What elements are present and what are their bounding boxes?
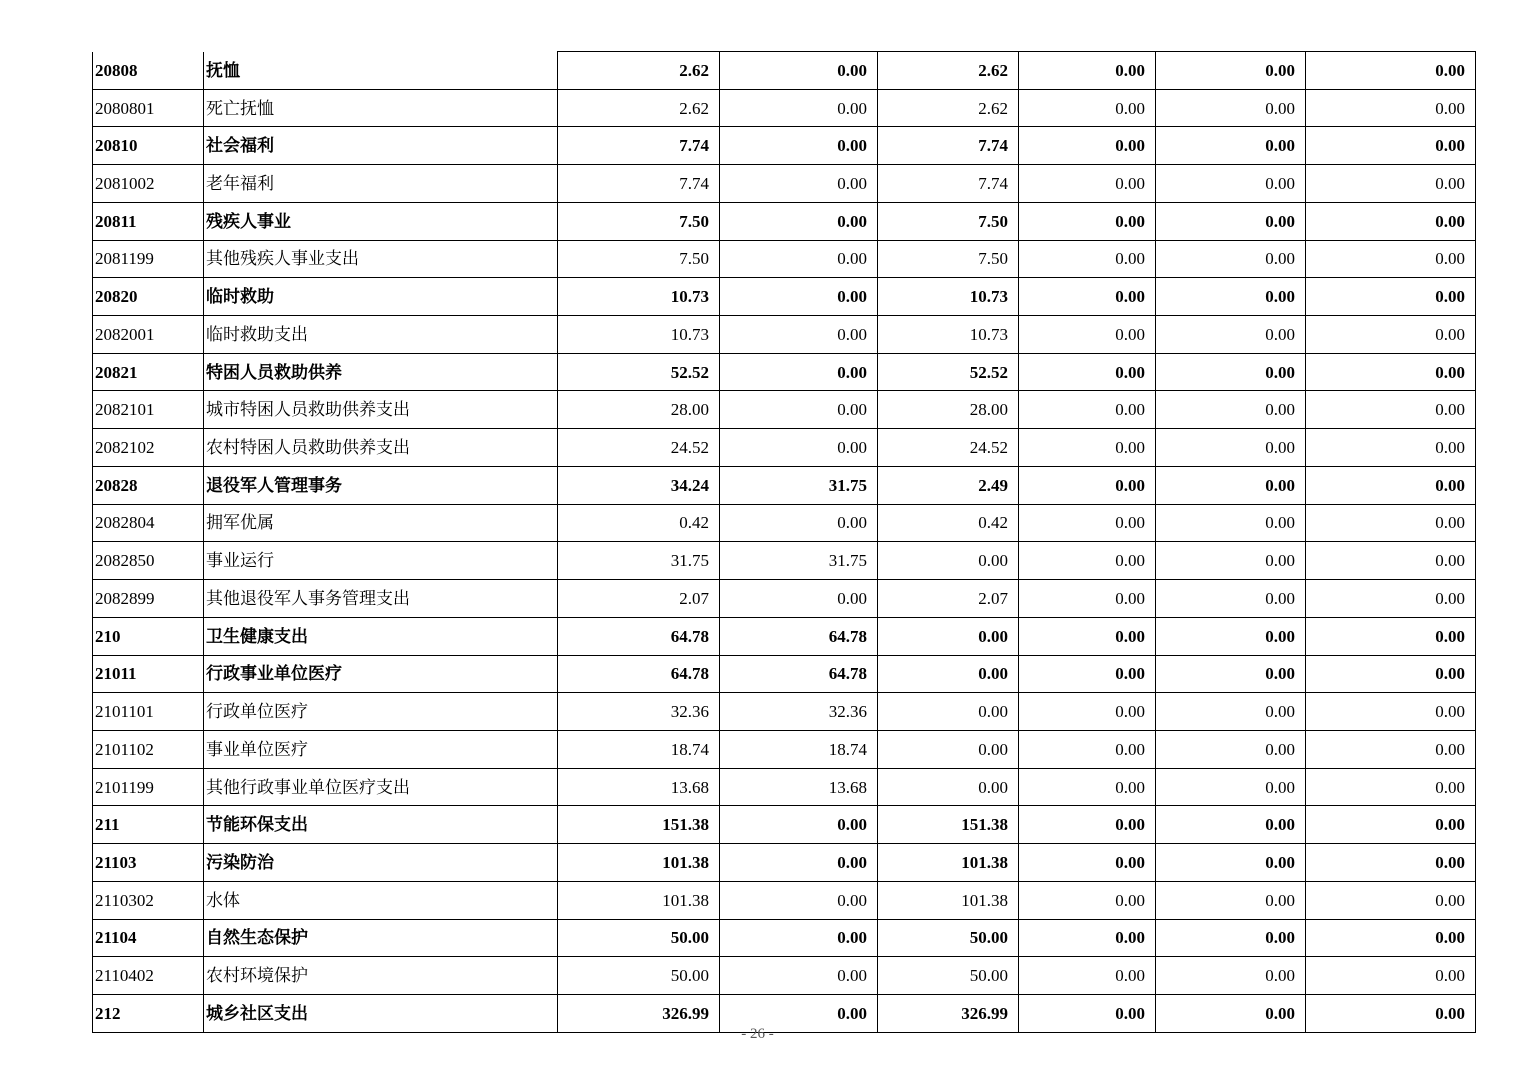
cell-value-6: 0.00: [1306, 466, 1476, 504]
cell-value-3: 2.49: [878, 466, 1019, 504]
cell-value-2: 0.00: [720, 89, 878, 127]
cell-value-6: 0.00: [1306, 844, 1476, 882]
cell-value-1: 2.07: [558, 580, 720, 618]
cell-value-4: 0.00: [1019, 655, 1156, 693]
cell-code: 2082899: [93, 580, 204, 618]
cell-value-1: 7.74: [558, 165, 720, 203]
cell-code: 210: [93, 617, 204, 655]
cell-value-1: 151.38: [558, 806, 720, 844]
cell-value-5: 0.00: [1156, 844, 1306, 882]
cell-value-4: 0.00: [1019, 844, 1156, 882]
cell-code: 212: [93, 994, 204, 1032]
cell-code: 21103: [93, 844, 204, 882]
cell-value-2: 0.00: [720, 580, 878, 618]
table-row: [93, 429, 1476, 467]
table-row: [93, 89, 1476, 127]
cell-value-1: 64.78: [558, 655, 720, 693]
cell-name: 节能环保支出: [204, 806, 558, 844]
cell-value-6: 0.00: [1306, 353, 1476, 391]
cell-code: 21104: [93, 919, 204, 957]
cell-name: 事业运行: [204, 542, 558, 580]
cell-value-4: 0.00: [1019, 580, 1156, 618]
cell-value-6: 0.00: [1306, 768, 1476, 806]
cell-value-6: 0.00: [1306, 919, 1476, 957]
cell-value-3: 101.38: [878, 844, 1019, 882]
cell-value-2: 0.00: [720, 391, 878, 429]
cell-value-6: 0.00: [1306, 89, 1476, 127]
cell-value-5: 0.00: [1156, 202, 1306, 240]
budget-table: [92, 51, 1476, 1033]
cell-value-5: 0.00: [1156, 466, 1306, 504]
cell-value-1: 13.68: [558, 768, 720, 806]
page-number: - 26 -: [741, 1026, 774, 1042]
cell-value-6: 0.00: [1306, 278, 1476, 316]
cell-value-1: 101.38: [558, 881, 720, 919]
cell-value-3: 151.38: [878, 806, 1019, 844]
cell-value-2: 0.00: [720, 353, 878, 391]
table-row: [93, 580, 1476, 618]
cell-value-6: 0.00: [1306, 994, 1476, 1032]
cell-value-2: 0.00: [720, 278, 878, 316]
cell-value-4: 0.00: [1019, 881, 1156, 919]
cell-value-5: 0.00: [1156, 542, 1306, 580]
cell-code: 2081002: [93, 165, 204, 203]
table-row: [93, 957, 1476, 995]
table-row: [93, 919, 1476, 957]
cell-value-4: 0.00: [1019, 693, 1156, 731]
cell-value-3: 10.73: [878, 278, 1019, 316]
table-row: [93, 278, 1476, 316]
table-row: [93, 881, 1476, 919]
cell-value-5: 0.00: [1156, 353, 1306, 391]
table-row: [93, 693, 1476, 731]
table-row: [93, 730, 1476, 768]
cell-value-2: 31.75: [720, 542, 878, 580]
cell-name: 农村环境保护: [204, 957, 558, 995]
cell-value-1: 24.52: [558, 429, 720, 467]
cell-value-4: 0.00: [1019, 202, 1156, 240]
cell-value-1: 101.38: [558, 844, 720, 882]
cell-value-1: 28.00: [558, 391, 720, 429]
cell-value-1: 34.24: [558, 466, 720, 504]
cell-code: 2082850: [93, 542, 204, 580]
cell-value-4: 0.00: [1019, 353, 1156, 391]
cell-value-6: 0.00: [1306, 240, 1476, 278]
cell-value-1: 2.62: [558, 52, 720, 90]
cell-value-1: 50.00: [558, 957, 720, 995]
table-row: [93, 542, 1476, 580]
cell-name: 老年福利: [204, 165, 558, 203]
cell-value-3: 0.00: [878, 730, 1019, 768]
cell-value-4: 0.00: [1019, 429, 1156, 467]
cell-value-3: 0.00: [878, 693, 1019, 731]
cell-value-4: 0.00: [1019, 994, 1156, 1032]
cell-value-5: 0.00: [1156, 580, 1306, 618]
cell-name: 残疾人事业: [204, 202, 558, 240]
cell-value-3: 101.38: [878, 881, 1019, 919]
cell-value-6: 0.00: [1306, 957, 1476, 995]
cell-value-4: 0.00: [1019, 89, 1156, 127]
cell-code: 20811: [93, 202, 204, 240]
cell-value-4: 0.00: [1019, 542, 1156, 580]
cell-name: 水体: [204, 881, 558, 919]
cell-value-4: 0.00: [1019, 957, 1156, 995]
table-row: [93, 768, 1476, 806]
cell-value-3: 7.74: [878, 165, 1019, 203]
cell-value-1: 18.74: [558, 730, 720, 768]
cell-value-5: 0.00: [1156, 429, 1306, 467]
cell-value-3: 28.00: [878, 391, 1019, 429]
cell-code: 21011: [93, 655, 204, 693]
cell-value-2: 64.78: [720, 655, 878, 693]
cell-value-6: 0.00: [1306, 693, 1476, 731]
cell-value-6: 0.00: [1306, 655, 1476, 693]
cell-value-3: 52.52: [878, 353, 1019, 391]
cell-value-5: 0.00: [1156, 165, 1306, 203]
table-row: [93, 353, 1476, 391]
cell-value-5: 0.00: [1156, 806, 1306, 844]
cell-value-5: 0.00: [1156, 52, 1306, 90]
cell-value-3: 2.62: [878, 52, 1019, 90]
cell-code: 20820: [93, 278, 204, 316]
table-row: [93, 240, 1476, 278]
cell-code: 2101101: [93, 693, 204, 731]
cell-name: 社会福利: [204, 127, 558, 165]
cell-name: 抚恤: [204, 52, 558, 90]
cell-code: 211: [93, 806, 204, 844]
table-row: [93, 806, 1476, 844]
table-row: [93, 466, 1476, 504]
cell-value-6: 0.00: [1306, 316, 1476, 354]
table-row: [93, 165, 1476, 203]
cell-code: 20821: [93, 353, 204, 391]
cell-code: 2110402: [93, 957, 204, 995]
cell-value-1: 31.75: [558, 542, 720, 580]
cell-value-3: 7.50: [878, 240, 1019, 278]
cell-code: 2082804: [93, 504, 204, 542]
cell-value-1: 7.50: [558, 240, 720, 278]
cell-value-5: 0.00: [1156, 617, 1306, 655]
cell-value-1: 10.73: [558, 278, 720, 316]
cell-value-3: 7.74: [878, 127, 1019, 165]
cell-value-6: 0.00: [1306, 391, 1476, 429]
cell-value-2: 0.00: [720, 429, 878, 467]
cell-value-5: 0.00: [1156, 240, 1306, 278]
cell-value-2: 0.00: [720, 52, 878, 90]
cell-value-2: 0.00: [720, 806, 878, 844]
table-row: [93, 504, 1476, 542]
cell-value-3: 7.50: [878, 202, 1019, 240]
cell-value-6: 0.00: [1306, 202, 1476, 240]
cell-value-2: 0.00: [720, 957, 878, 995]
cell-name: 临时救助支出: [204, 316, 558, 354]
cell-value-1: 64.78: [558, 617, 720, 655]
cell-value-5: 0.00: [1156, 391, 1306, 429]
cell-value-3: 2.62: [878, 89, 1019, 127]
cell-name: 自然生态保护: [204, 919, 558, 957]
cell-value-2: 0.00: [720, 240, 878, 278]
cell-name: 其他残疾人事业支出: [204, 240, 558, 278]
cell-value-4: 0.00: [1019, 52, 1156, 90]
table-row: [93, 202, 1476, 240]
cell-value-6: 0.00: [1306, 127, 1476, 165]
cell-value-2: 32.36: [720, 693, 878, 731]
cell-code: 20810: [93, 127, 204, 165]
cell-value-1: 10.73: [558, 316, 720, 354]
cell-value-5: 0.00: [1156, 919, 1306, 957]
cell-name: 行政单位医疗: [204, 693, 558, 731]
cell-value-3: 10.73: [878, 316, 1019, 354]
cell-value-4: 0.00: [1019, 127, 1156, 165]
cell-code: 2110302: [93, 881, 204, 919]
cell-value-1: 0.42: [558, 504, 720, 542]
table-row: [93, 617, 1476, 655]
cell-name: 拥军优属: [204, 504, 558, 542]
cell-name: 污染防治: [204, 844, 558, 882]
cell-name: 临时救助: [204, 278, 558, 316]
cell-value-4: 0.00: [1019, 165, 1156, 203]
cell-value-2: 64.78: [720, 617, 878, 655]
cell-value-2: 0.00: [720, 844, 878, 882]
table-row: [93, 316, 1476, 354]
cell-value-3: 0.00: [878, 768, 1019, 806]
cell-value-5: 0.00: [1156, 768, 1306, 806]
cell-value-2: 0.00: [720, 504, 878, 542]
cell-code: 20828: [93, 466, 204, 504]
cell-code: 2080801: [93, 89, 204, 127]
cell-value-2: 0.00: [720, 127, 878, 165]
table-body: [93, 52, 1476, 1033]
cell-value-6: 0.00: [1306, 165, 1476, 203]
cell-value-3: 24.52: [878, 429, 1019, 467]
cell-value-6: 0.00: [1306, 730, 1476, 768]
cell-value-3: 0.42: [878, 504, 1019, 542]
cell-name: 城乡社区支出: [204, 994, 558, 1032]
cell-value-5: 0.00: [1156, 957, 1306, 995]
cell-value-2: 0.00: [720, 316, 878, 354]
cell-name: 城市特困人员救助供养支出: [204, 391, 558, 429]
cell-name: 其他行政事业单位医疗支出: [204, 768, 558, 806]
cell-value-1: 50.00: [558, 919, 720, 957]
cell-value-4: 0.00: [1019, 806, 1156, 844]
cell-name: 行政事业单位医疗: [204, 655, 558, 693]
cell-name: 死亡抚恤: [204, 89, 558, 127]
cell-value-6: 0.00: [1306, 504, 1476, 542]
cell-value-2: 0.00: [720, 919, 878, 957]
table-row: [93, 52, 1476, 90]
cell-value-5: 0.00: [1156, 127, 1306, 165]
cell-code: 2082102: [93, 429, 204, 467]
cell-value-2: 31.75: [720, 466, 878, 504]
cell-value-6: 0.00: [1306, 542, 1476, 580]
cell-code: 2082001: [93, 316, 204, 354]
cell-value-1: 326.99: [558, 994, 720, 1032]
table-row: [93, 127, 1476, 165]
cell-value-3: 0.00: [878, 617, 1019, 655]
cell-code: 20808: [93, 52, 204, 90]
cell-value-5: 0.00: [1156, 881, 1306, 919]
cell-value-1: 7.74: [558, 127, 720, 165]
cell-value-6: 0.00: [1306, 617, 1476, 655]
cell-value-2: 0.00: [720, 994, 878, 1032]
cell-value-2: 0.00: [720, 165, 878, 203]
cell-value-3: 50.00: [878, 957, 1019, 995]
cell-value-5: 0.00: [1156, 730, 1306, 768]
cell-value-6: 0.00: [1306, 881, 1476, 919]
cell-value-4: 0.00: [1019, 278, 1156, 316]
cell-value-3: 50.00: [878, 919, 1019, 957]
cell-value-1: 32.36: [558, 693, 720, 731]
cell-value-4: 0.00: [1019, 391, 1156, 429]
cell-value-2: 0.00: [720, 202, 878, 240]
cell-value-6: 0.00: [1306, 806, 1476, 844]
cell-value-1: 7.50: [558, 202, 720, 240]
cell-value-2: 0.00: [720, 881, 878, 919]
cell-value-6: 0.00: [1306, 52, 1476, 90]
table-row: [93, 391, 1476, 429]
cell-value-6: 0.00: [1306, 580, 1476, 618]
table-row: [93, 655, 1476, 693]
cell-value-5: 0.00: [1156, 693, 1306, 731]
cell-name: 退役军人管理事务: [204, 466, 558, 504]
cell-value-5: 0.00: [1156, 89, 1306, 127]
cell-name: 农村特困人员救助供养支出: [204, 429, 558, 467]
table-row: [93, 844, 1476, 882]
cell-value-4: 0.00: [1019, 919, 1156, 957]
cell-value-4: 0.00: [1019, 617, 1156, 655]
cell-value-5: 0.00: [1156, 994, 1306, 1032]
cell-code: 2101199: [93, 768, 204, 806]
cell-value-5: 0.00: [1156, 278, 1306, 316]
cell-value-5: 0.00: [1156, 504, 1306, 542]
cell-value-1: 2.62: [558, 89, 720, 127]
cell-code: 2082101: [93, 391, 204, 429]
cell-value-4: 0.00: [1019, 504, 1156, 542]
cell-value-4: 0.00: [1019, 316, 1156, 354]
cell-value-4: 0.00: [1019, 768, 1156, 806]
cell-value-3: 0.00: [878, 655, 1019, 693]
cell-value-6: 0.00: [1306, 429, 1476, 467]
cell-value-1: 52.52: [558, 353, 720, 391]
cell-value-3: 0.00: [878, 542, 1019, 580]
cell-name: 事业单位医疗: [204, 730, 558, 768]
cell-value-3: 2.07: [878, 580, 1019, 618]
cell-value-2: 13.68: [720, 768, 878, 806]
cell-value-5: 0.00: [1156, 655, 1306, 693]
cell-value-4: 0.00: [1019, 730, 1156, 768]
cell-value-4: 0.00: [1019, 466, 1156, 504]
cell-name: 其他退役军人事务管理支出: [204, 580, 558, 618]
cell-value-4: 0.00: [1019, 240, 1156, 278]
cell-name: 特困人员救助供养: [204, 353, 558, 391]
cell-value-3: 326.99: [878, 994, 1019, 1032]
cell-name: 卫生健康支出: [204, 617, 558, 655]
cell-value-2: 18.74: [720, 730, 878, 768]
cell-code: 2081199: [93, 240, 204, 278]
cell-code: 2101102: [93, 730, 204, 768]
cell-value-5: 0.00: [1156, 316, 1306, 354]
